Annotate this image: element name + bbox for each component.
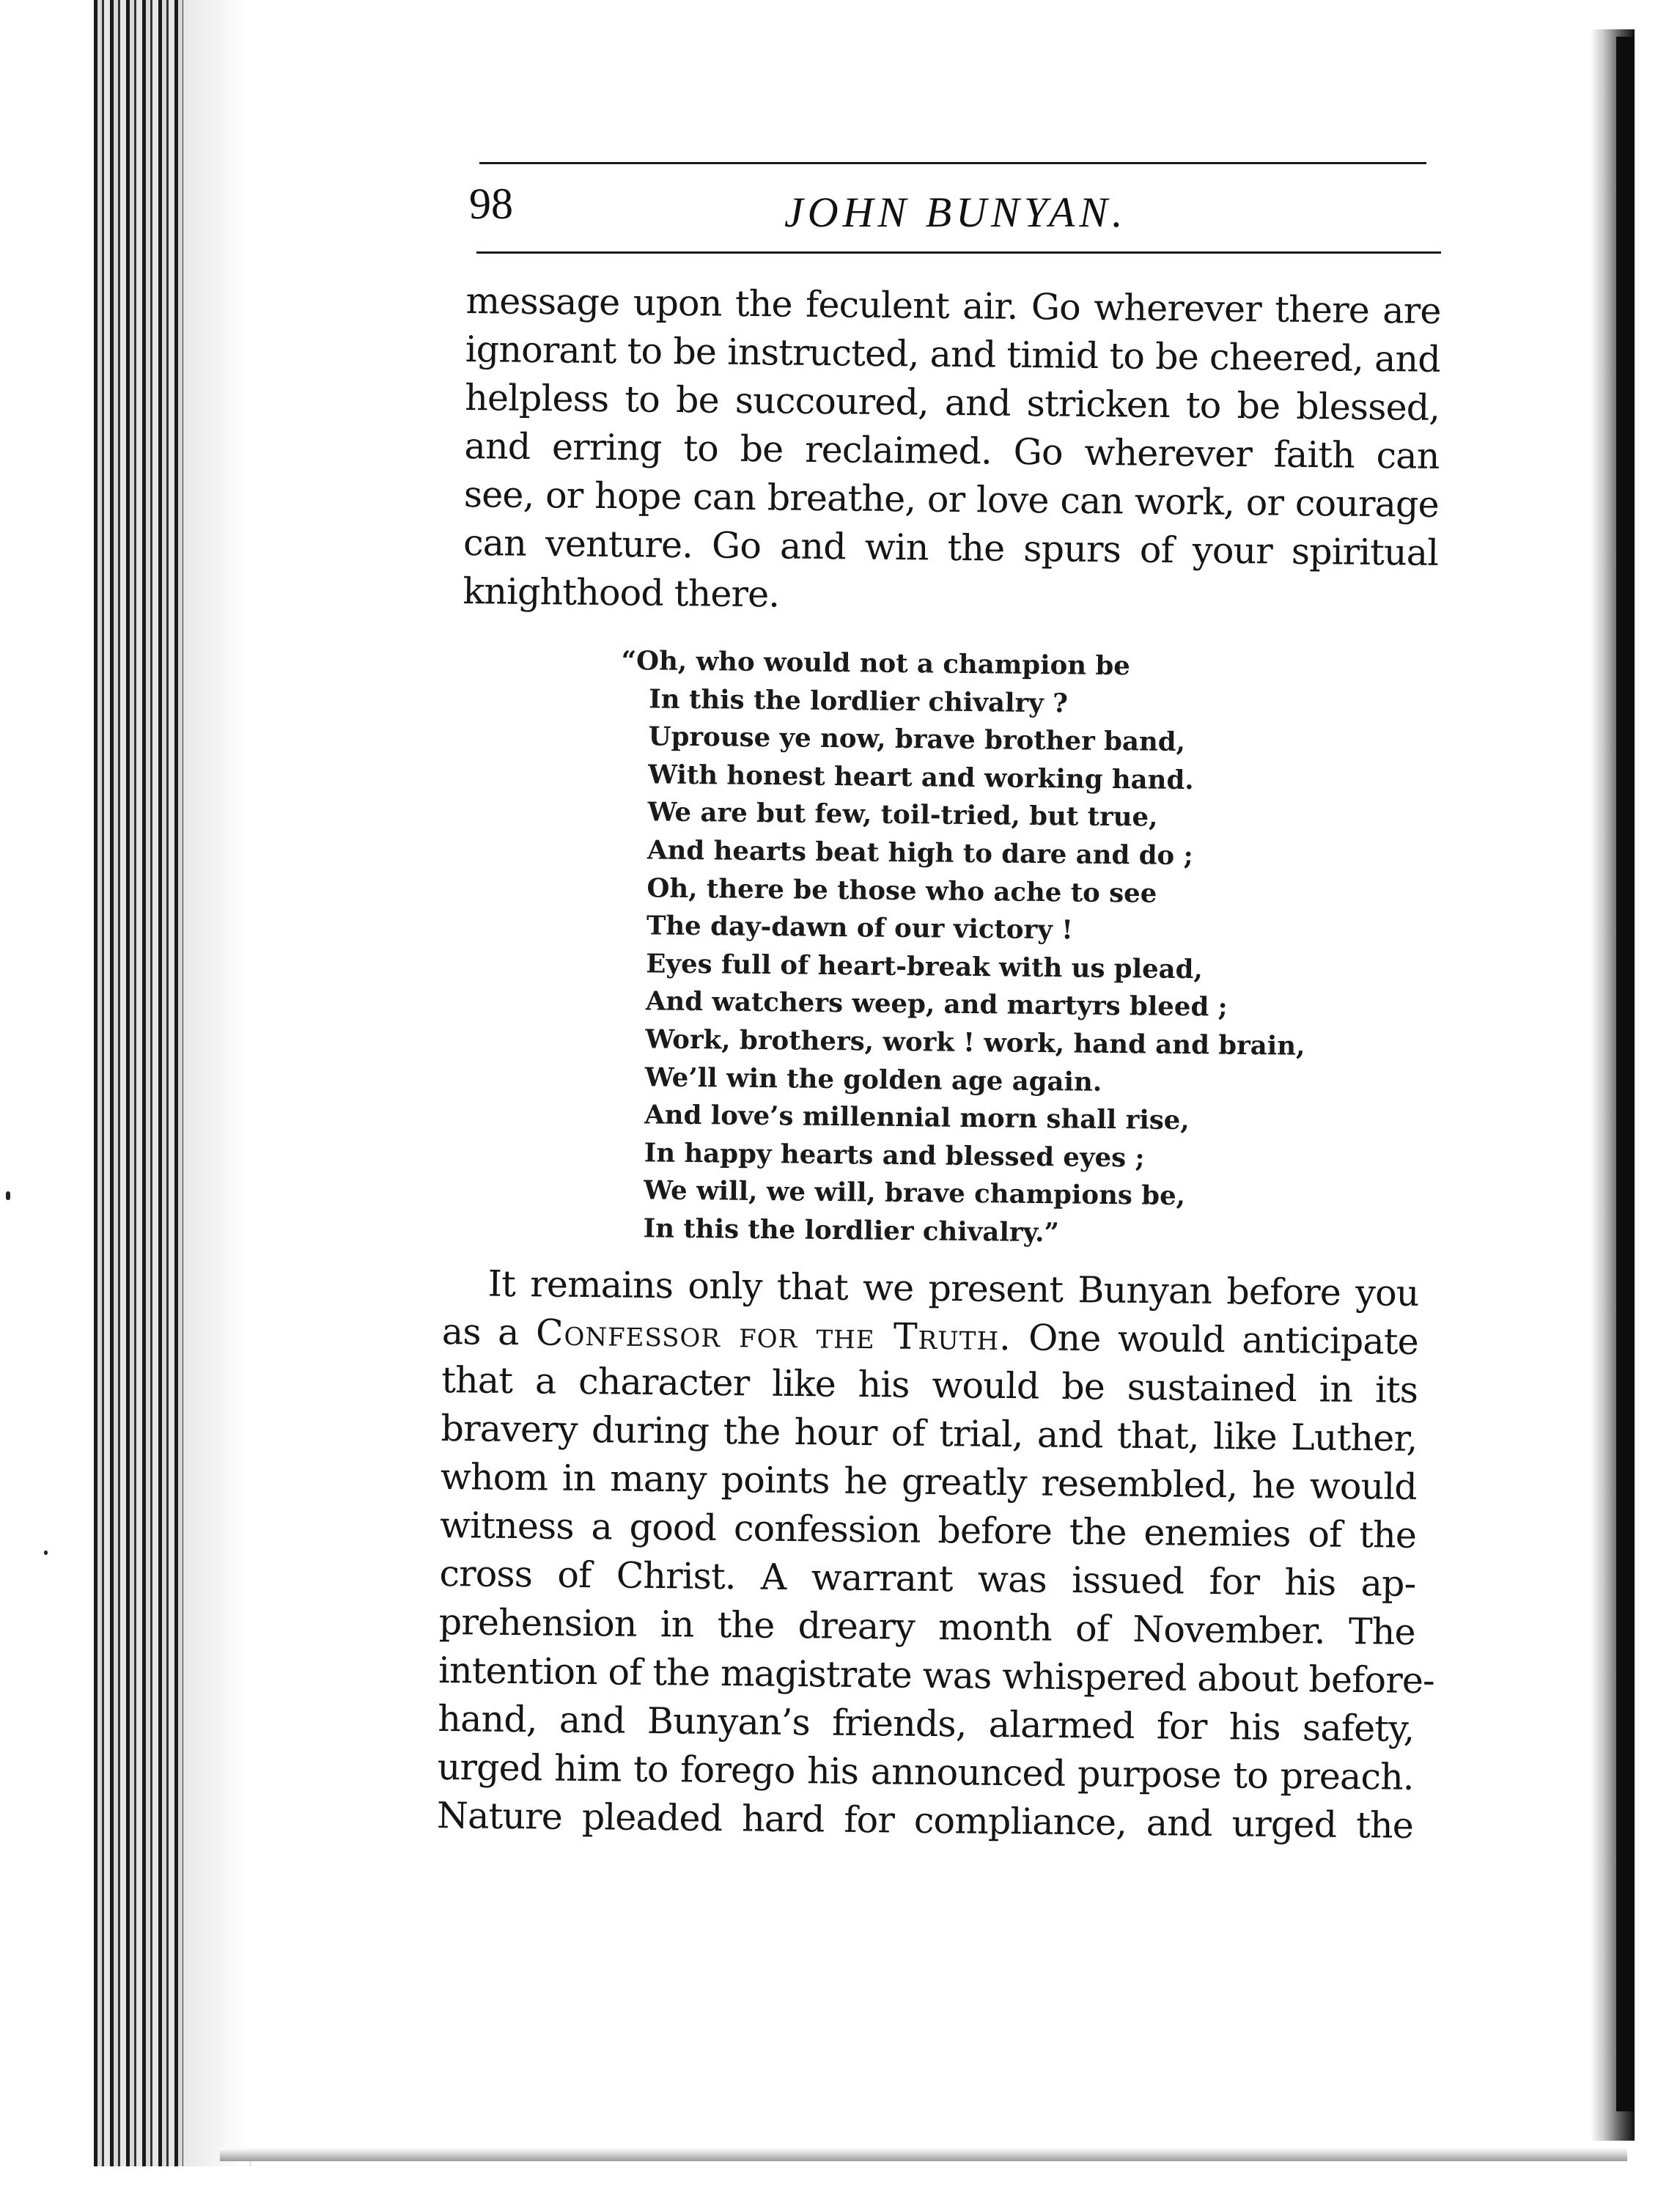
poem-line: The day-dawn of our victory ! — [646, 911, 1073, 946]
poem-line: In happy hearts and blessed eyes ; — [644, 1138, 1145, 1174]
book-gutter-shade — [183, 0, 249, 2166]
paragraph-2 — [436, 1259, 1435, 1850]
poem-line: In this the lordlier chivalry.” — [643, 1213, 1060, 1248]
scan-speck — [6, 1191, 10, 1200]
poem-line: We will, we will, brave champions be, — [643, 1175, 1186, 1212]
header-rule-bottom — [476, 251, 1441, 254]
poem-line: And love’s millennial morn shall rise, — [644, 1100, 1190, 1136]
poem-line: Uprouse ye now, brave brother band, — [648, 721, 1186, 758]
poem-line: With honest heart and working hand. — [647, 760, 1194, 795]
text-line: and erring to be reclaimed. Go wherever faith can — [464, 424, 1440, 477]
poem-line: And hearts beat high to dare and do ; — [646, 835, 1193, 872]
text-line: cross of Christ. A warrant was issued for his ap- — [439, 1552, 1416, 1605]
text-line: urged him to forego his announced purpose to preach. — [437, 1746, 1414, 1798]
text-line: bravery during the hour of trial, and that, like Luther, — [441, 1407, 1418, 1460]
poem-line: We are but few, toil-tried, but true, — [647, 797, 1158, 834]
text-line: message upon the feculent air. Go wherever there are — [465, 279, 1441, 332]
poem-line: In this the lordlier chivalry ? — [648, 683, 1069, 718]
right-binding-edge — [1616, 37, 1635, 2111]
text-fragment: One would anticipate — [1011, 1317, 1419, 1363]
scan-speck — [44, 1551, 48, 1555]
poem-line: We’ll win the golden age again. — [644, 1062, 1102, 1097]
text-line: helpless to be succoured, and stricken to be blessed, — [464, 376, 1440, 429]
running-head: JOHN BUNYAN. — [784, 188, 1127, 236]
page-number: 98 — [469, 180, 513, 228]
smallcaps-heading: Confessor for the Truth. — [535, 1312, 1012, 1359]
text-line: prehension in the dreary month of November. The — [438, 1600, 1416, 1653]
poem-line: “Oh, who would not a champion be — [621, 645, 1131, 682]
header-rule-top — [479, 162, 1426, 164]
text-line: that a character like his would be sustained in its — [441, 1358, 1418, 1411]
paragraph-1 — [463, 277, 1441, 626]
text-line: hand, and Bunyan’s friends, alarmed for his safety, — [438, 1697, 1415, 1750]
text-line: It remains only that we present Bunyan before you — [487, 1262, 1419, 1314]
text-line: witness a good confession before the enemies of the — [439, 1504, 1417, 1556]
text-line: can venture. Go and win the spurs of your spiritual — [463, 521, 1439, 574]
poem-line: And watchers weep, and martyrs bleed ; — [645, 986, 1228, 1023]
text-fragment: as a — [441, 1310, 537, 1354]
text-line: intention of the magistrate was whispered about before- — [438, 1649, 1435, 1702]
poem-line: Eyes full of heart-break with us plead, — [646, 949, 1204, 985]
poem-line: Work, brothers, work ! work, hand and brain, — [645, 1024, 1305, 1062]
text-line: ignorant to be instructed, and timid to be cheered, and — [465, 328, 1441, 380]
text-line: whom in many points he greatly resembled, he would — [440, 1455, 1418, 1508]
poem-quotation — [615, 642, 1311, 1254]
text-line: see, or hope can breathe, or love can work, or courage — [463, 473, 1440, 526]
page-bottom-edge — [220, 2148, 1627, 2161]
poem-line: Oh, there be those who ache to see — [646, 872, 1157, 909]
text-line: Nature pleaded hard for compliance, and urged the — [436, 1794, 1414, 1847]
text-line: knighthood there. — [463, 570, 780, 616]
